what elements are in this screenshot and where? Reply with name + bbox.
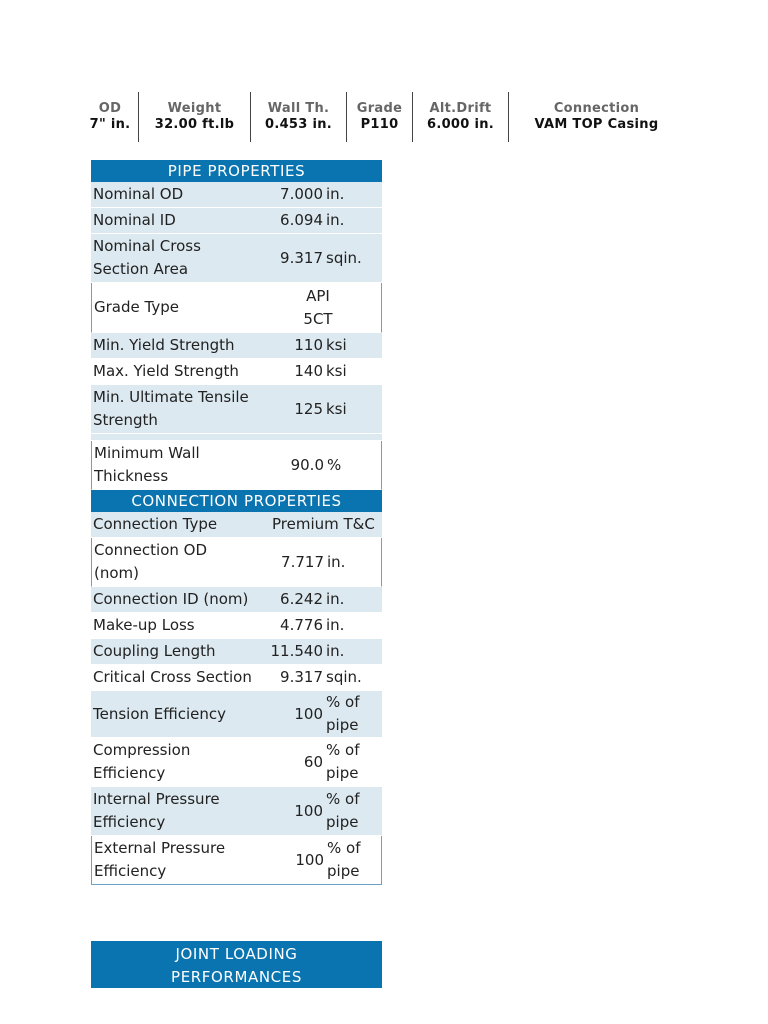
row-value: 100 xyxy=(294,801,323,820)
table-row xyxy=(91,441,382,490)
joint-title-line2: PERFORMANCES xyxy=(171,968,302,986)
summary-od-value: 7" in. xyxy=(89,117,131,132)
row-unit: ksi xyxy=(326,362,347,380)
summary-connection-value: VAM TOP Casing xyxy=(534,117,659,132)
row-value: 140 xyxy=(294,362,323,380)
row-value: 9.317 xyxy=(280,248,323,267)
row-value: 6.242 xyxy=(280,590,323,608)
summary-connection xyxy=(509,92,684,142)
row-unit: % of pipe xyxy=(326,741,360,782)
table-row xyxy=(91,587,382,613)
table-row xyxy=(91,738,382,787)
joint-title-line1: JOINT LOADING xyxy=(175,945,298,963)
row-unit: % of pipe xyxy=(327,839,361,880)
summary-wall-value: 0.453 in. xyxy=(265,117,332,132)
table-row xyxy=(91,538,382,587)
table-row xyxy=(91,639,382,665)
row-label: External Pressure Efficiency xyxy=(94,839,226,880)
row-label: Nominal ID xyxy=(93,211,176,229)
row-label: Nominal OD xyxy=(93,185,184,203)
row-unit: % xyxy=(327,455,342,474)
table-row xyxy=(91,359,382,385)
row-label: Nominal Cross Section Area xyxy=(93,237,201,278)
row-label: Connection ID (nom) xyxy=(93,590,249,608)
table-row xyxy=(91,691,382,738)
row-unit: % of pipe xyxy=(326,790,360,831)
row-value: 9.317 xyxy=(280,668,323,686)
row-unit: in. xyxy=(326,616,345,634)
properties-table xyxy=(91,160,382,885)
summary-weight xyxy=(139,92,250,142)
summary-weight-value: 32.00 ft.lb xyxy=(154,117,235,132)
row-label: Max. Yield Strength xyxy=(93,362,239,380)
row-unit: ksi xyxy=(326,399,347,418)
table-row xyxy=(91,787,382,836)
summary-connection-header: Connection xyxy=(553,101,640,116)
row-value: API 5CT xyxy=(303,286,333,328)
row-unit: sqin. xyxy=(326,248,362,267)
summary-od-header: OD xyxy=(98,101,122,116)
row-value: 90.0 xyxy=(290,455,324,474)
row-unit: in. xyxy=(326,590,345,608)
row-value: 6.094 xyxy=(280,211,323,229)
table-row xyxy=(91,234,382,283)
table-row xyxy=(91,385,382,434)
row-value: 7.000 xyxy=(280,185,323,203)
row-value: 60 xyxy=(303,752,323,771)
row-label: Connection OD (nom) xyxy=(94,541,207,582)
row-label: Min. Yield Strength xyxy=(93,336,235,354)
table-row xyxy=(91,512,382,538)
row-value: 100 xyxy=(294,704,323,723)
row-unit: in. xyxy=(327,552,346,571)
spec-summary xyxy=(88,92,678,144)
table-row xyxy=(91,613,382,639)
row-label: Coupling Length xyxy=(93,642,216,660)
summary-drift xyxy=(413,92,508,142)
table-row xyxy=(91,665,382,691)
row-label: Min. Ultimate Tensile Strength xyxy=(93,388,249,429)
connection-properties-header: CONNECTION PROPERTIES xyxy=(91,490,382,512)
row-label: Compression Efficiency xyxy=(93,741,191,782)
table-row xyxy=(91,208,382,234)
row-value: 125 xyxy=(294,399,323,418)
pipe-properties-header: PIPE PROPERTIES xyxy=(91,160,382,182)
row-label: Tension Efficiency xyxy=(93,704,227,723)
row-unit: sqin. xyxy=(326,668,362,686)
row-value: 4.776 xyxy=(280,616,323,634)
row-unit: % of pipe xyxy=(326,693,360,734)
row-unit: ksi xyxy=(326,336,347,354)
row-unit: in. xyxy=(326,185,345,203)
table-row xyxy=(91,333,382,359)
table-row xyxy=(91,836,382,885)
summary-drift-header: Alt.Drift xyxy=(429,101,492,116)
row-value: 7.717 xyxy=(281,552,324,571)
row-label: Grade Type xyxy=(94,298,179,316)
summary-od xyxy=(88,92,132,142)
row-value: 11.540 xyxy=(270,642,323,660)
summary-grade-header: Grade xyxy=(356,101,403,116)
table-row xyxy=(91,283,382,333)
summary-wall xyxy=(251,92,346,142)
row-label: Critical Cross Section xyxy=(93,668,252,686)
row-label: Internal Pressure Efficiency xyxy=(93,790,220,831)
summary-weight-header: Weight xyxy=(167,101,222,116)
row-label: Connection Type xyxy=(93,515,218,533)
row-value: Premium T&C xyxy=(272,515,375,533)
row-label: Make-up Loss xyxy=(93,616,195,634)
row-value: 110 xyxy=(294,336,323,354)
summary-grade xyxy=(347,92,412,142)
summary-drift-value: 6.000 in. xyxy=(427,117,494,132)
row-spacer xyxy=(91,434,382,441)
summary-wall-header: Wall Th. xyxy=(267,101,330,116)
summary-grade-value: P110 xyxy=(360,117,399,132)
row-value: 100 xyxy=(295,850,324,869)
table-row xyxy=(91,182,382,208)
joint-loading-header xyxy=(91,941,382,988)
row-label: Minimum Wall Thickness xyxy=(94,444,200,485)
row-unit: in. xyxy=(326,211,345,229)
row-unit: in. xyxy=(326,642,345,660)
